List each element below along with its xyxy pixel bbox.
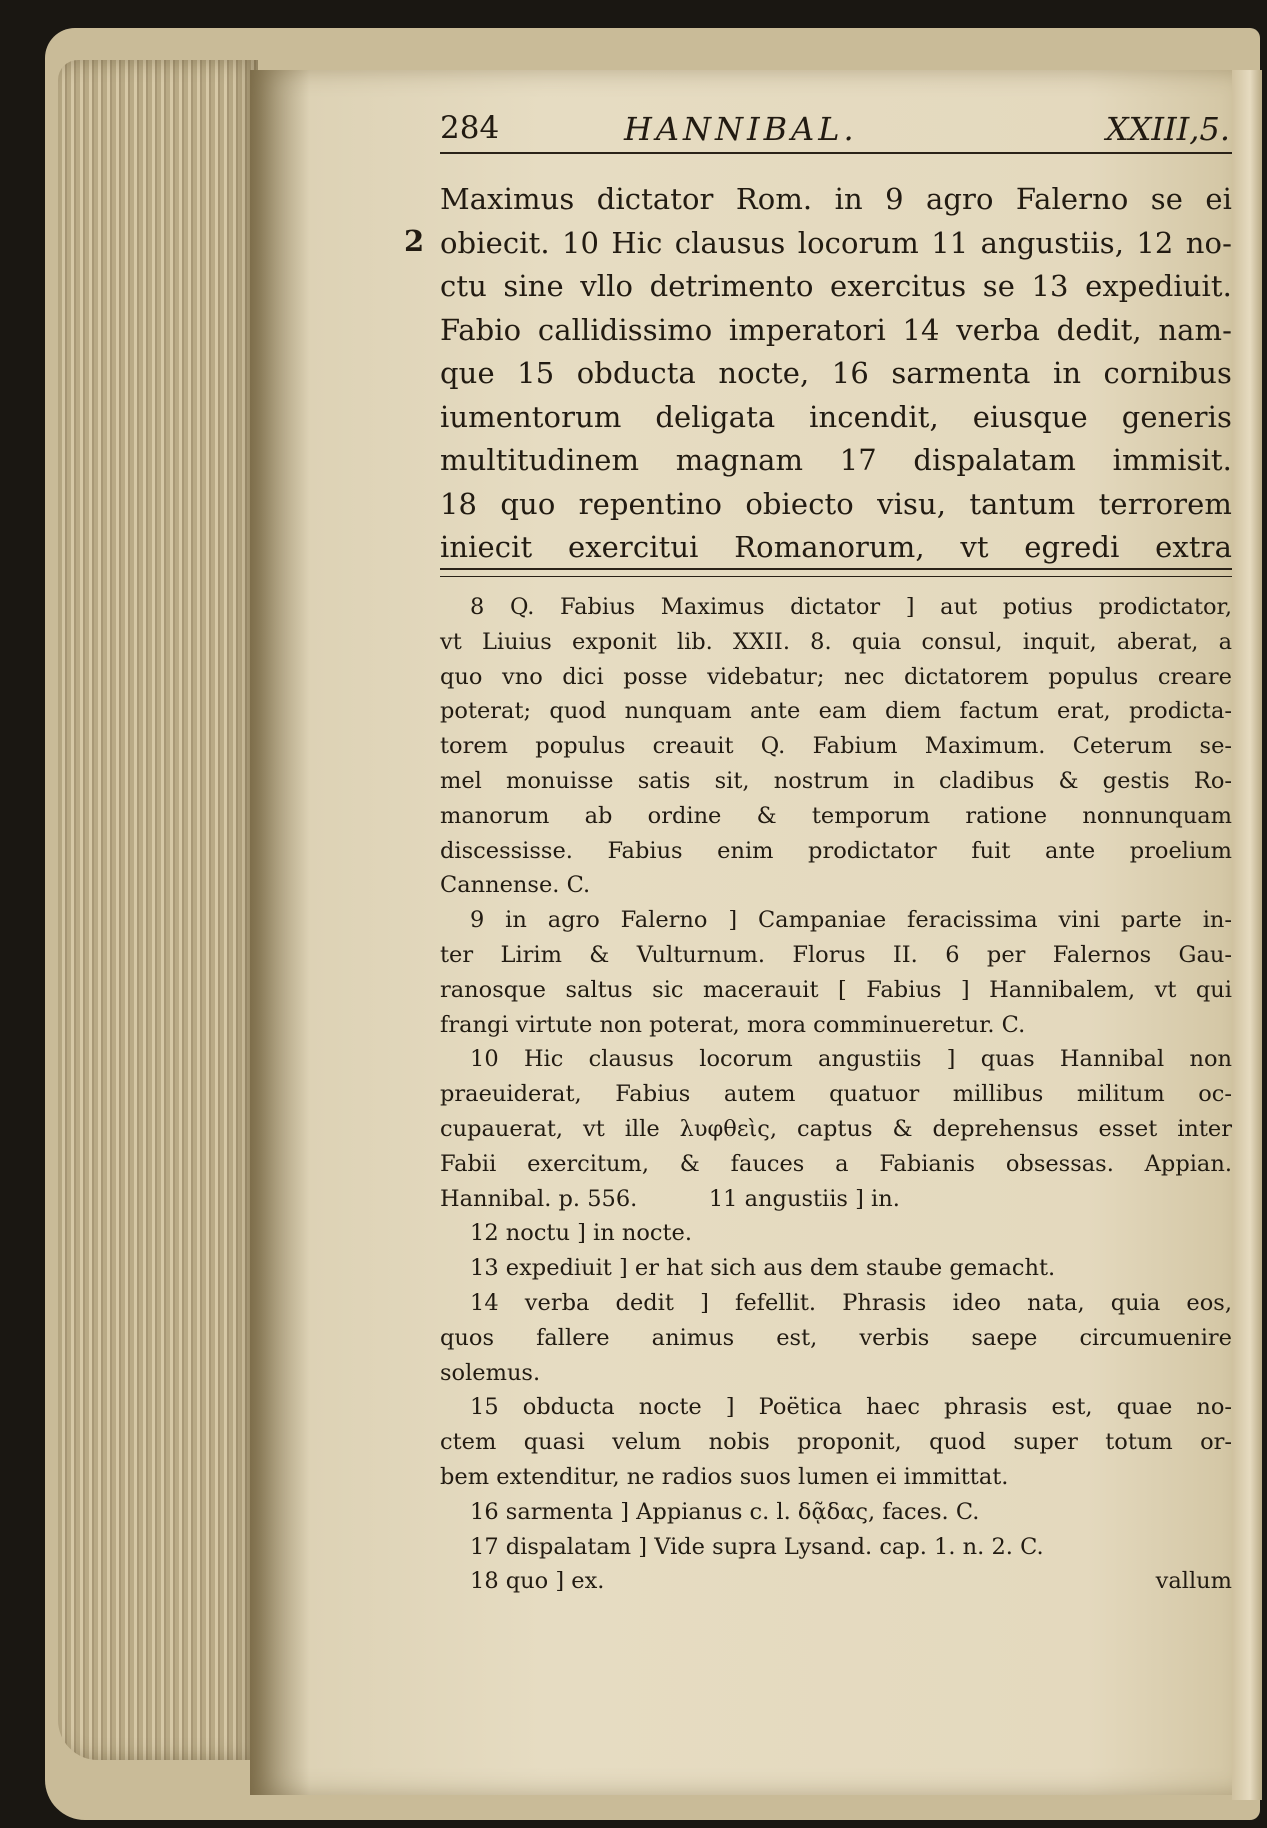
footnote-line: 10 Hic clausus locorum angustiis ] quas Hannibal non bbox=[470, 1046, 1232, 1073]
footnote-line: ter Lirim & Vulturnum. Florus II. 6 per Falernos Gau- bbox=[440, 941, 1232, 968]
footnote-line: mel monuisse satis sit, nostrum in cladibus & gestis Ro- bbox=[440, 767, 1232, 794]
footnotes bbox=[440, 590, 1232, 1599]
footnote-line: bem extenditur, ne radios suos lumen ei immittat. bbox=[440, 1463, 1009, 1490]
main-text-line: ctu sine vllo detrimento exercitus se 13 expediuit. bbox=[440, 269, 1232, 303]
footnote-line: praeuiderat, Fabius autem quatuor millibus militum oc- bbox=[440, 1081, 1232, 1108]
footnote-line: 15 obducta nocte ] Poëtica haec phrasis est, quae no- bbox=[470, 1394, 1232, 1421]
footnote-line: 16 sarmenta ] Appianus c. l. δᾷδας, faces. C. bbox=[470, 1498, 980, 1525]
right-page-edge bbox=[1232, 70, 1262, 1800]
main-text bbox=[440, 178, 1232, 570]
footnote-line: 14 verba dedit ] fefellit. Phrasis ideo nata, quia eos, bbox=[470, 1289, 1232, 1316]
footnote-line: 8 Q. Fabius Maximus dictator ] aut potius prodictator, bbox=[470, 594, 1232, 620]
footnote-line: quos fallere animus est, verbis saepe circumuenire bbox=[440, 1324, 1232, 1351]
footnote-last-line bbox=[440, 1564, 1232, 1599]
footnote-line: cupauerat, vt ille λυφθεὶς, captus & deprehensus esset inter bbox=[440, 1115, 1232, 1142]
catchword: vallum bbox=[1155, 1568, 1232, 1595]
footnote-line: 13 expediuit ] er hat sich aus dem staube gemacht. bbox=[470, 1255, 1056, 1282]
footnote-line: Hannibal. p. 556. 11 angustiis ] in. bbox=[440, 1185, 900, 1212]
footnote-line: frangi virtute non poterat, mora comminueretur. C. bbox=[440, 1011, 1026, 1038]
footnote-line: torem populus creauit Q. Fabium Maximum. Ceterum se- bbox=[440, 733, 1232, 760]
main-text-line: multitudinem magnam 17 dispalatam immisit. bbox=[440, 443, 1232, 477]
footnote-line: 9 in agro Falerno ] Campaniae feracissima vini parte in- bbox=[470, 907, 1232, 934]
footnote-line: ctem quasi velum nobis proponit, quod super totum or- bbox=[440, 1429, 1232, 1456]
main-text-line: iumentorum deligata incendit, eiusque generis bbox=[440, 399, 1232, 434]
main-text-line: obiecit. 10 Hic clausus locorum 11 angustiis, 12 no- bbox=[440, 225, 1232, 260]
footnote-line: 12 noctu ] in nocte. bbox=[470, 1220, 693, 1247]
footnote-line: quo vno dici posse videbatur; nec dictatorem populus creare bbox=[440, 663, 1232, 690]
page-number: 284 bbox=[440, 110, 500, 146]
footnote-line: Fabii exercitum, & fauces a Fabianis obsessas. Appian. bbox=[440, 1150, 1232, 1177]
footnote-line: 18 quo ] ex. bbox=[470, 1568, 605, 1595]
margin-number: 2 bbox=[404, 224, 425, 258]
running-title: HANNIBAL. bbox=[624, 110, 858, 148]
chapter-reference: XXIII,5. bbox=[1105, 110, 1230, 148]
footnote-line: solemus. bbox=[440, 1359, 541, 1386]
footnote-line: vt Liuius exponit lib. XXII. 8. quia consul, inquit, aberat, a bbox=[440, 628, 1232, 655]
footnote-line: 17 dispalatam ] Vide supra Lysand. cap. 1. n. 2. C. bbox=[470, 1533, 1044, 1560]
main-text-line: Maximus dictator Rom. in 9 agro Falerno se ei bbox=[440, 182, 1232, 216]
footnote-line: discessisse. Fabius enim prodictator fuit ante proelium bbox=[440, 837, 1232, 864]
main-text-line: 18 quo repentino obiecto visu, tantum terrorem bbox=[440, 486, 1232, 521]
main-text-line: que 15 obducta nocte, 16 sarmenta in cornibus bbox=[440, 356, 1232, 390]
footnote-line: poterat; quod nunquam ante eam diem factum erat, prodicta- bbox=[440, 698, 1232, 725]
footnote-line: manorum ab ordine & temporum ratione nonnunquam bbox=[440, 802, 1232, 829]
page-edges bbox=[58, 60, 258, 1760]
footnote-line: ranosque saltus sic macerauit [ Fabius ] Hannibalem, vt qui bbox=[440, 976, 1232, 1003]
main-text-line: Fabio callidissimo imperatori 14 verba dedit, nam- bbox=[440, 312, 1232, 347]
footnote-separator bbox=[440, 568, 1232, 577]
running-header bbox=[440, 102, 1232, 154]
footnote-line: Cannense. C. bbox=[440, 872, 591, 899]
main-text-line: iniecit exercitui Romanorum, vt egredi extra bbox=[440, 530, 1232, 564]
